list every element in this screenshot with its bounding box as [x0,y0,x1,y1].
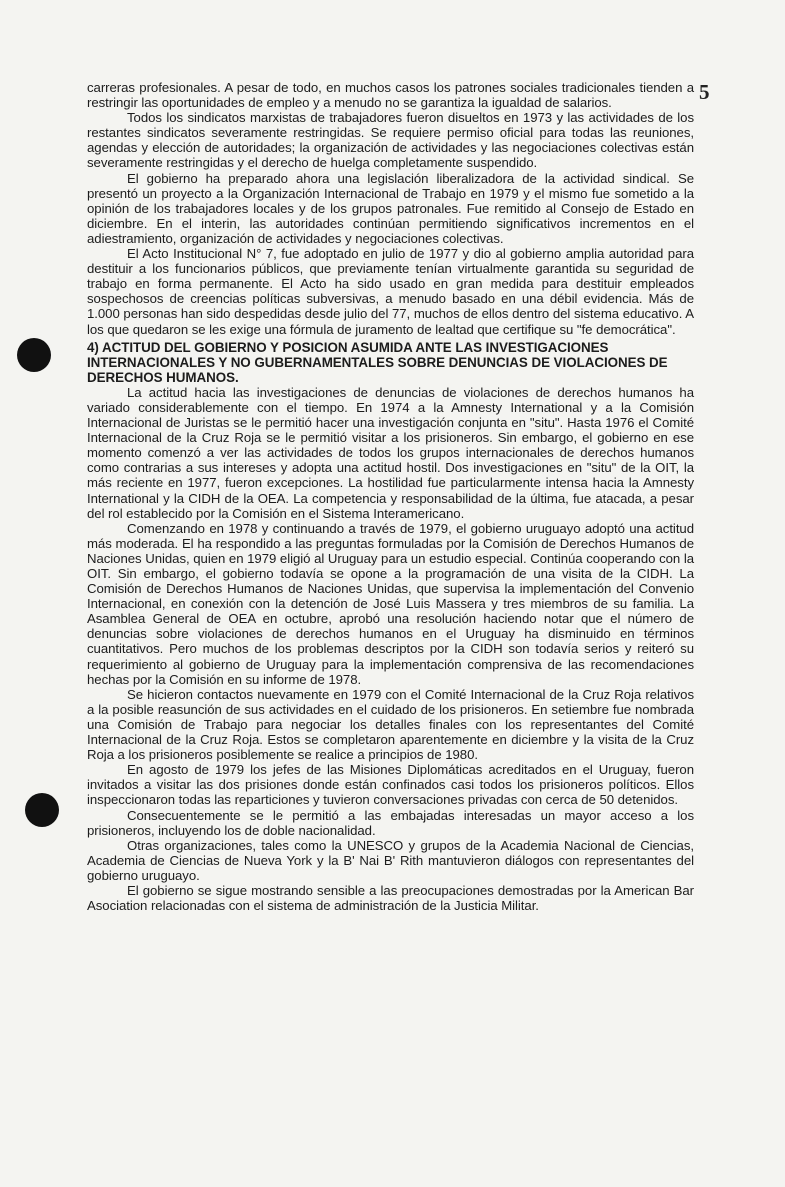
document-body [87,80,694,913]
paragraph: El gobierno se sigue mostrando sensible a las preocupaciones demostradas por la American Bar Asociation relacionadas con el sistema de administración de la Justicia Militar. [87,882,694,914]
section-heading: 4) ACTITUD DEL GOBIERNO Y POSICION ASUMIDA ANTE LAS INVESTIGACIONES INTERNACIONALES Y NO GUBERNAMENTALES SOBRE DENUNCIAS DE VIOLACIONES DE DERECHOS HUMANOS. [87,339,668,385]
page-number: 5 [699,80,710,104]
binder-hole [25,793,59,827]
paragraph: carreras profesionales. A pesar de todo, en muchos casos los patrones sociales tradicionales tienden a restringir las oportunidades de empleo y a menudo no se garantiza la igualdad de salarios. [87,80,694,111]
paragraph: La actitud hacia las investigaciones de denuncias de violaciones de derechos humanos ha variado considerablemente con el tiempo. En 1974 a la Amnesty International y a la Comisión Internacional de Juristas se le permitió hacer una investigación conjunta en "situ". Hasta 1976 el Comité Internacional de la Cruz Roja se le permitió visitar a los prisioneros. Sin embargo, el gobierno en ese momento comenzó a ver las actividades de todos los grupos internacionales de derechos humanos como contrarias a sus intereses y adopta una actitud hostil. Dos investigaciones en "situ" de la OIT, la más reciente en 1977, fueron excepciones. La hostilidad fue particularmente intensa hacia la Amnesty International y la CIDH de la OEA. La competencia y responsabilidad de la última, fue atacada, a pesar del rol establecido por la Comisión en el Sistema Interamericano. [87,384,694,521]
paragraph: El Acto Institucional N° 7, fue adoptado en julio de 1977 y dio al gobierno amplia autoridad para destituir a los funcionarios públicos, que previamente tenían virtualmente garantida su seguridad de trabajo en forma permanente. El Acto ha sido usado en gran medida para destituir empleados sospechosos de creencias políticas subversivas, a menudo basado en una débil evidencia. Más de 1.000 personas han sido despedidas desde julio del 77, muchos de ellos dentro del sistema educativo. A los que quedaron se les exige una fórmula de juramento de lealtad que certifique su "fe democrática". [87,246,694,337]
paragraph: El gobierno ha preparado ahora una legislación liberalizadora de la actividad sindical. Se presentó un proyecto a la Organización Internacional de Trabajo en 1979 y el mismo fue sometido a la opinión de los trabajadores locales y de los grupos patronales. Fue remitido al Consejo de Estado en diciembre. En el interin, las autoridades continúan permitiendo significativos incrementos en el adiestramiento, organización de actividades y negociaciones colectivas. [87,170,694,246]
paragraph: Se hicieron contactos nuevamente en 1979 con el Comité Internacional de la Cruz Roja relativos a la posible reasunción de sus actividades en el cuidado de los prisioneros. En setiembre fue nombrada una Comisión de Trabajo para negociar los detalles finales con los representantes del Comité Internacional de la Cruz Roja. Estos se completaron aparentemente en diciembre y la visita de la Cruz Roja a los prisioneros posiblemente se realice a principios de 1980. [87,686,694,763]
binder-hole [17,338,51,372]
paragraph: Otras organizaciones, tales como la UNESCO y grupos de la Academia Nacional de Ciencias, Academia de Ciencias de Nueva York y la B' Nai B' Rith mantuvieron diálogos con representantes del gobierno uruguayo. [87,837,694,883]
paragraph: Todos los sindicatos marxistas de trabajadores fueron disueltos en 1973 y las actividades de los restantes sindicatos severamente restringidas. Se requiere permiso oficial para todas las reuniones, agendas y elección de autoridades; la organización de actividades y las negociaciones colectivas están severamente restringidas y el derecho de huelga completamente suspendido. [87,110,694,171]
paragraph: En agosto de 1979 los jefes de las Misiones Diplomáticas acreditados en el Uruguay, fueron invitados a visitar las dos prisiones donde están confinados casi todos los prisioneros políticos. Ellos inspeccionaron todas las reparticiones y tuvieron conversaciones privadas con cerca de 50 detenidos. [87,762,694,808]
paragraph: Consecuentemente se le permitió a las embajadas interesadas un mayor acceso a los prisioneros, incluyendo los de doble nacionalidad. [87,807,694,838]
paragraph: Comenzando en 1978 y continuando a través de 1979, el gobierno uruguayo adoptó una actitud más moderada. El ha respondido a las preguntas formuladas por la Comisión de Derechos Humanos de Naciones Unidas, quien en 1979 eligió al Uruguay para un estudio especial. Continúa cooperando con la OIT. Sin embargo, el gobierno todavía se opone a la programación de una visita de la CIDH. La Comisión de Derechos Humanos de Naciones Unidas, que supervisa la implementación del Convenio Internacional, en conexión con la detención de José Luis Massera y tres miembros de su familia. La Asamblea General de OEA en octubre, aprobó una resolución haciendo notar que el número de denuncias sobre violaciones de derechos humanos en el Uruguay ha disminuido en términos cuantitativos. Pero muchos de los problemas descriptos por la CIDH son todavía serios y reiteró su requerimiento al gobierno de Uruguay para la implementación comprensiva de las recomendaciones hechas por la Comisión en su informe de 1978. [87,520,694,687]
